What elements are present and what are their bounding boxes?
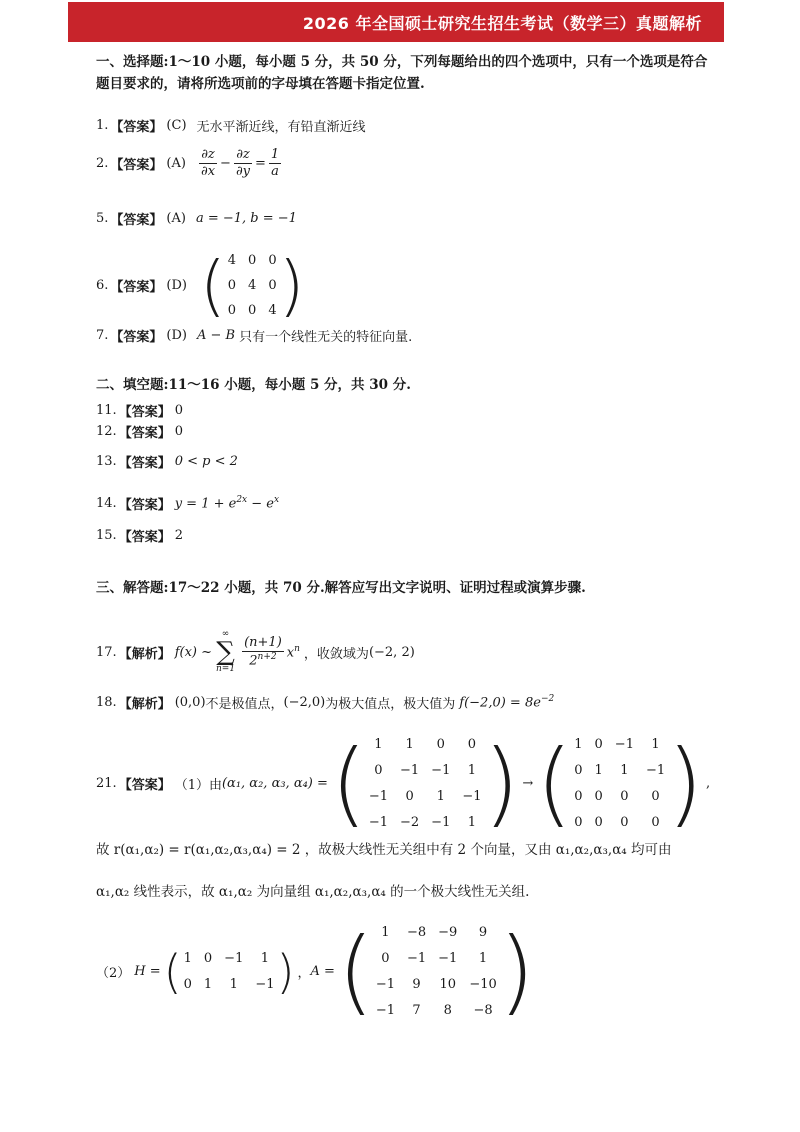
expr-part: f(−2,0) = 8e (459, 695, 541, 711)
answer-value: 2 (174, 528, 183, 543)
matrix-cell: 1 (467, 762, 477, 778)
tail-var: x (286, 645, 295, 661)
matrix-cell: 1 (594, 762, 603, 778)
part-label: （2） (96, 966, 131, 981)
denominator: a (271, 164, 279, 180)
matrix-cell: 1 (436, 789, 445, 805)
point: (−2,0) (283, 695, 326, 710)
answer-text: 不是极值点， (205, 697, 284, 712)
answer-tag: 【答案】 (118, 426, 171, 441)
answer-q13 (96, 452, 238, 471)
matrix-cell: −1 (645, 762, 666, 778)
matrix-cell: 0 (374, 762, 383, 778)
answer-tag: 【答案】 (110, 330, 163, 345)
matrix-cell: 1 (467, 815, 477, 831)
section-1-heading: 一、选择题:1～10 小题，每小题 5 分，共 50 分，下列每题给出的四个选项中，只有一个选项是符合题目要求的，请将所选项前的字母填在答题卡指定位置. (96, 54, 708, 92)
matrix-q6 (200, 247, 304, 324)
matrix-cell: −1 (431, 762, 451, 778)
matrix-cell: 1 (405, 736, 414, 752)
matrix-cell: 0 (248, 253, 257, 268)
exponent: n (294, 643, 300, 654)
sum-symbol: ∑ (216, 637, 235, 667)
matrix-cell: 1 (651, 736, 660, 752)
left-paren: ( (536, 730, 573, 837)
matrix-cell: 1 (203, 977, 213, 992)
answer-tag: 【答案】 (118, 498, 171, 513)
matrix-q21-b (536, 730, 703, 837)
matrix-cell: 4 (248, 278, 257, 293)
matrix-cell: 4 (268, 303, 277, 318)
matrix-cell: 0 (227, 303, 237, 318)
punctuation: ， (297, 966, 311, 981)
matrix-cell: 1 (574, 736, 583, 752)
matrix-cell: 0 (620, 789, 629, 805)
matrix-cell: 0 (248, 303, 257, 318)
matrix-cell: −9 (438, 924, 458, 940)
question-number: 2. (96, 156, 109, 172)
expr-part (287, 644, 300, 660)
answer-expression: A − B (197, 328, 236, 343)
matrix-grid (374, 918, 499, 1025)
fraction (199, 147, 217, 181)
matrix-cell: 0 (651, 815, 660, 831)
matrix-cell: 1 (260, 951, 270, 966)
expr-part: A = (310, 964, 335, 979)
matrix-cell: 1 (478, 950, 488, 966)
right-paren: ) (667, 730, 704, 837)
answer-option: (D) (166, 278, 187, 293)
matrix-cell: 1 (374, 736, 383, 752)
matrix-cell: 0 (227, 278, 237, 293)
matrix-cell: −10 (469, 977, 497, 993)
question-number: 21. (96, 776, 117, 791)
answer-expression (459, 694, 554, 710)
header-title: 2026 年全国硕士研究生招生考试（数学三）真题解析 (302, 13, 702, 33)
answer-value: 0 (174, 403, 183, 418)
matrix-cell: −1 (368, 815, 388, 831)
right-paren: ) (276, 944, 295, 999)
expr-part: (α₁, α₂, α₃, α₄) = (221, 776, 328, 791)
answer-q18 (96, 693, 554, 712)
summation (216, 630, 235, 674)
matrix-cell: −1 (375, 1003, 395, 1019)
punctuation: , (706, 776, 711, 791)
matrix-cell: −1 (224, 951, 244, 966)
matrix-cell: −1 (431, 815, 451, 831)
question-number: 12. (96, 424, 117, 439)
answer-tag: 【答案】 (110, 213, 163, 228)
interval: (−2, 2) (368, 644, 415, 660)
answer-tag: 【答案】 (110, 158, 163, 174)
matrix-cell: 0 (405, 789, 414, 805)
right-paren: ) (498, 918, 535, 1025)
answer-q2 (96, 147, 284, 181)
question-number: 14. (96, 496, 117, 511)
answer-q21 (96, 730, 710, 837)
question-number: 13. (96, 454, 117, 469)
matrix-cell: 0 (594, 789, 603, 805)
question-number: 1. (96, 118, 109, 133)
answer-q7 (96, 326, 412, 345)
matrix-cell: 0 (268, 253, 277, 268)
analysis-tag: 【解析】 (118, 646, 171, 662)
answer-q17 (96, 630, 415, 674)
matrix-grid (367, 730, 484, 837)
answer-text: 只有一个线性无关的特征向量. (239, 330, 413, 345)
matrix-cell: 4 (227, 253, 237, 268)
answer-tag: 【答案】 (118, 456, 171, 471)
question-number: 7. (96, 328, 109, 343)
matrix-cell: 0 (594, 736, 603, 752)
answer-expression: 0 < p < 2 (174, 454, 238, 469)
expr-part: H = (134, 964, 161, 979)
answer-q1 (96, 116, 366, 135)
left-paren: ( (337, 918, 374, 1025)
matrix-cell: 0 (574, 815, 583, 831)
matrix-cell: 0 (203, 951, 213, 966)
answer-text: ，收敛域为 (303, 646, 369, 662)
fraction (269, 147, 281, 181)
answer-option: (A) (166, 156, 186, 172)
matrix-cell: 1 (229, 977, 238, 992)
matrix-cell: 0 (436, 736, 445, 752)
answer-tag: 【答案】 (118, 778, 171, 793)
question-number: 5. (96, 211, 109, 226)
matrix-cell: 1 (183, 951, 192, 966)
right-paren: ) (278, 247, 305, 324)
numerator: (n+1) (242, 635, 284, 652)
operator: − (220, 156, 231, 172)
matrix-cell: 0 (594, 815, 603, 831)
answer-q21-part2 (96, 918, 538, 1025)
exponent: n+2 (257, 651, 277, 662)
answer-q15 (96, 526, 183, 545)
answer-tag: 【答案】 (110, 280, 163, 295)
section-2-heading: 二、填空题:11～16 小题，每小题 5 分，共 30 分. (96, 377, 411, 393)
matrix-cell: 1 (381, 924, 390, 940)
denominator: ∂x (200, 164, 216, 180)
expr-part: f(x) ~ (174, 644, 213, 660)
question-number: 18. (96, 695, 117, 710)
matrix-cell: −2 (400, 815, 420, 831)
matrix-cell: −1 (462, 789, 482, 805)
fraction (242, 635, 284, 670)
answer-q12 (96, 422, 183, 441)
denominator: ∂y (235, 164, 251, 180)
sum-upper: ∞ (221, 629, 230, 639)
matrix-cell: 0 (574, 762, 583, 778)
matrix-cell: −1 (614, 736, 634, 752)
q21-paragraph-2: α₁,α₂ 线性表示，故 α₁,α₂ 为向量组 α₁,α₂,α₃,α₄ 的一个极大线性无关组. (96, 884, 530, 900)
matrix-cell: −1 (255, 977, 275, 992)
matrix-cell: 8 (443, 1003, 452, 1019)
matrix-grid (572, 730, 667, 837)
answer-tag: 【答案】 (110, 120, 163, 135)
matrix-cell: −1 (368, 789, 388, 805)
exponent: −2 (540, 694, 555, 705)
answer-q6 (96, 247, 307, 324)
matrix-cell: −8 (473, 1003, 493, 1019)
header-banner (68, 2, 724, 42)
point: (0,0) (174, 695, 206, 710)
answer-tag: 【答案】 (118, 530, 171, 545)
question-number: 15. (96, 528, 117, 543)
matrix-cell: 7 (412, 1003, 421, 1019)
left-paren: ( (200, 247, 226, 324)
answer-text: 为极大值点，极大值为 (325, 697, 456, 712)
analysis-tag: 【解析】 (118, 697, 171, 712)
expr-part: y = 1 + e (174, 496, 237, 512)
answer-value: 0 (174, 424, 183, 439)
q21-paragraph-1: 故 r(α₁,α₂) = r(α₁,α₂,α₃,α₄) = 2 ，故极大线性无关组中有 2 个向量，又由 α₁,α₂,α₃,α₄ 均可由 (96, 842, 672, 858)
matrix-grid (226, 247, 279, 324)
answer-tag: 【答案】 (118, 405, 171, 420)
expr-part: − e (247, 496, 274, 512)
exponent: 2x (236, 495, 248, 506)
left-paren: ( (330, 730, 367, 837)
matrix-cell: −8 (406, 924, 427, 940)
matrix-h (164, 945, 295, 999)
answer-expression (175, 495, 279, 511)
sum-lower: n=1 (216, 664, 236, 674)
matrix-cell: 1 (620, 762, 629, 778)
matrix-cell: −1 (406, 950, 427, 966)
exponent: x (274, 495, 280, 506)
part-label: （1）由 (174, 778, 222, 793)
answer-q14 (96, 494, 279, 513)
matrix-cell: 0 (574, 789, 583, 805)
operator: = (255, 156, 266, 172)
matrix-cell: 0 (381, 950, 390, 966)
arrow: → (522, 776, 534, 791)
matrix-cell: −1 (400, 762, 420, 778)
den-base: 2 (249, 653, 258, 669)
answer-option: (A) (166, 211, 186, 226)
matrix-cell: 0 (467, 736, 477, 752)
answer-option: (D) (166, 328, 187, 343)
matrix-a (338, 918, 535, 1025)
matrix-cell: 9 (478, 924, 488, 940)
answer-text: 无水平渐近线，有铅直渐近线 (196, 120, 366, 135)
denominator (247, 652, 278, 670)
left-paren: ( (163, 944, 182, 999)
matrix-cell: 0 (651, 789, 660, 805)
matrix-cell: −1 (375, 977, 395, 993)
matrix-cell: 0 (620, 815, 629, 831)
answer-option: (C) (166, 118, 187, 133)
matrix-cell: −1 (438, 950, 458, 966)
section-3-heading: 三、解答题:17～22 小题，共 70 分.解答应写出文字说明、证明过程或演算步骤. (96, 580, 586, 596)
matrix-cell: 10 (439, 977, 457, 993)
fraction (234, 147, 252, 181)
matrix-cell: 0 (268, 278, 277, 293)
numerator: 1 (269, 147, 281, 164)
right-paren: ) (483, 730, 520, 837)
answer-expression: a = −1, b = −1 (195, 211, 297, 226)
numerator: ∂z (234, 147, 252, 164)
question-number: 11. (96, 403, 117, 418)
question-number: 6. (96, 278, 109, 293)
answer-q11 (96, 401, 183, 420)
matrix-cell: 9 (412, 977, 421, 993)
answer-q5 (96, 209, 297, 228)
question-number: 17. (96, 644, 117, 660)
matrix-cell: 0 (183, 977, 192, 992)
numerator: ∂z (199, 147, 217, 164)
matrix-q21-a (331, 730, 520, 837)
matrix-grid (182, 945, 277, 999)
